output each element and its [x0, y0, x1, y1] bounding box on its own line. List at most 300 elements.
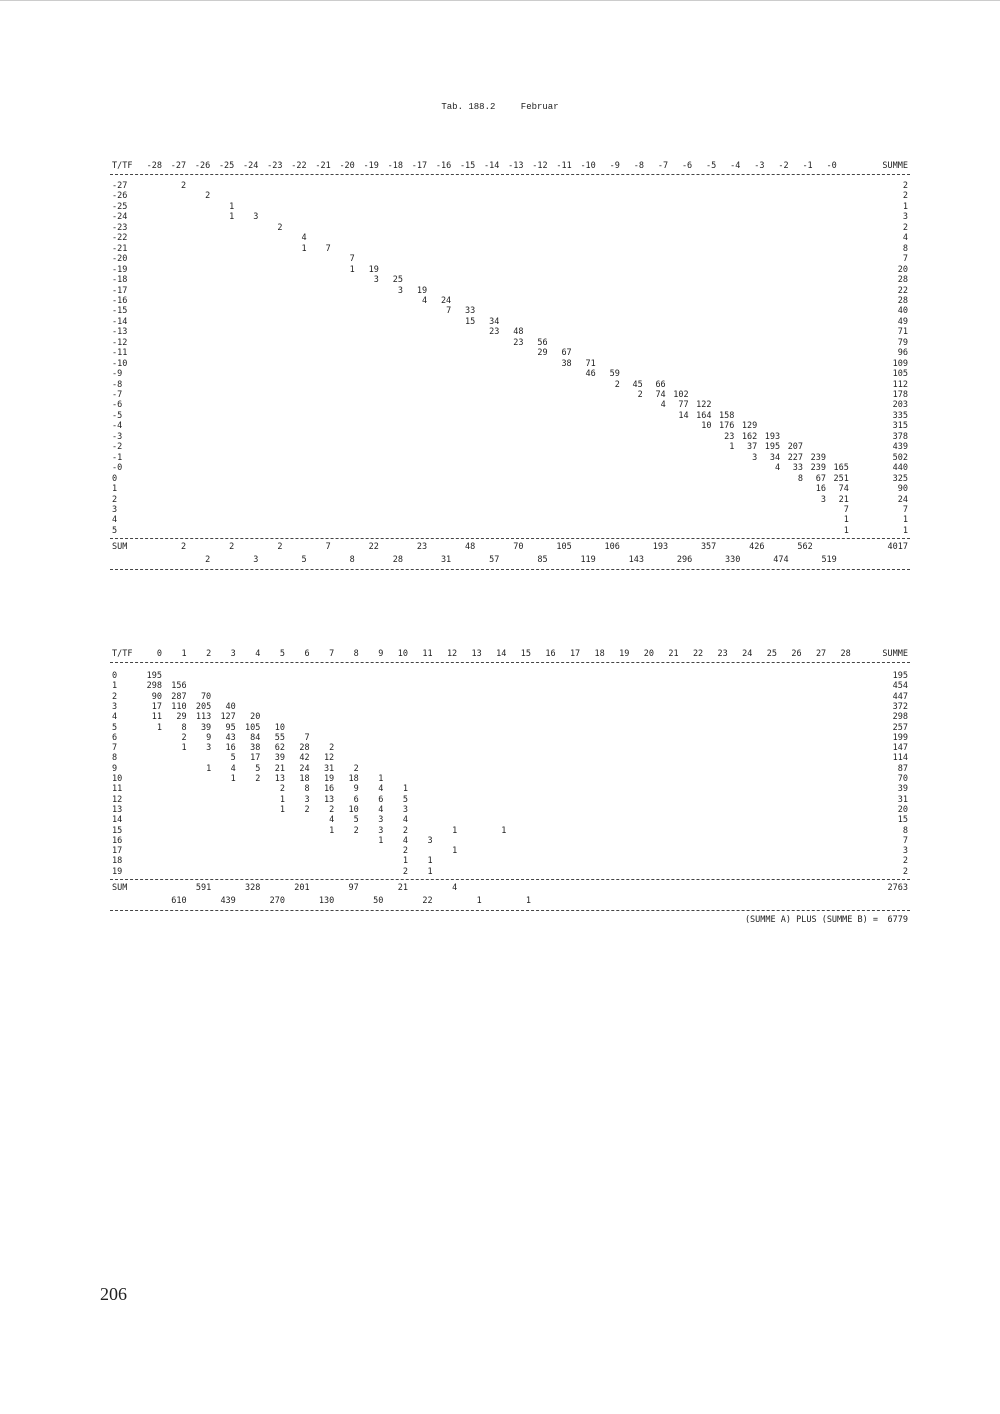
column-header: -6 — [681, 161, 693, 171]
table-cell: 2 — [279, 784, 285, 795]
grand-total: 4017 — [887, 542, 908, 553]
column-header: 19 — [619, 649, 630, 659]
table-cell: 8 — [304, 784, 310, 795]
table-cell: 90 — [151, 691, 162, 702]
column-sum: 85 — [537, 555, 548, 566]
table-cell: 13 — [323, 794, 335, 805]
row-sum: 7 — [902, 254, 908, 265]
column-header: 18 — [594, 649, 605, 659]
table-cell: 105 — [245, 722, 261, 733]
table-cell: 34 — [489, 316, 500, 327]
column-header: -15 — [459, 161, 476, 171]
column-header: 14 — [496, 649, 507, 659]
column-header: 27 — [815, 649, 827, 659]
table-cell: 1 — [452, 846, 458, 857]
table-cell: 3 — [397, 285, 403, 296]
row-label: 16 — [112, 835, 123, 846]
row-sum: 8 — [902, 243, 908, 254]
table-cell: 251 — [833, 473, 849, 484]
grand-total: 2763 — [887, 883, 908, 893]
row-sum: 114 — [892, 753, 908, 764]
row-label: 4 — [112, 515, 118, 526]
table-cell: 18 — [299, 774, 310, 784]
row-label: -5 — [112, 410, 123, 421]
row-label: 11 — [112, 784, 123, 795]
row-sum: 1 — [902, 525, 908, 536]
table-cell: 1 — [427, 866, 433, 877]
row-label: 5 — [112, 722, 118, 733]
table-cell: 4 — [378, 804, 384, 815]
table-cell: 67 — [561, 348, 572, 359]
table-cell: 156 — [171, 681, 187, 692]
row-sum: 96 — [897, 348, 908, 359]
table-cell: 55 — [274, 732, 285, 743]
table-cell: 19 — [416, 285, 428, 296]
row-label: 1 — [112, 484, 118, 495]
column-sum: 201 — [294, 883, 310, 893]
row-label: 0 — [112, 473, 118, 484]
row-sum: 502 — [892, 452, 908, 463]
table-cell: 84 — [250, 732, 261, 743]
column-sum: 4 — [452, 883, 458, 893]
corner-label: T/TF — [112, 161, 133, 171]
corner-label: T/TF — [112, 649, 133, 659]
column-sum: 57 — [489, 555, 500, 566]
table-cell: 29 — [176, 712, 187, 723]
table-cell: 1 — [843, 515, 849, 526]
column-header: 11 — [422, 649, 433, 659]
column-sum: 610 — [171, 896, 187, 906]
table-cell: 298 — [146, 681, 162, 692]
column-header: -28 — [146, 161, 162, 171]
row-label: -11 — [112, 348, 128, 359]
column-sum: 50 — [373, 896, 384, 906]
table-cell: 17 — [250, 753, 261, 764]
row-sum: 22 — [897, 285, 908, 296]
table-cell: 176 — [719, 421, 735, 432]
row-sum: 2 — [902, 191, 908, 202]
table-cell: 193 — [764, 431, 781, 442]
table-number: Tab. 188.2 — [441, 102, 496, 112]
row-label: 0 — [112, 671, 118, 681]
row-sum: 20 — [897, 804, 908, 815]
row-sum: 298 — [892, 712, 908, 723]
header-rule — [110, 174, 910, 175]
row-label: -3 — [112, 431, 123, 442]
table-cell: 4 — [378, 784, 384, 795]
column-header: 28 — [840, 649, 851, 659]
table-cell: 38 — [250, 743, 261, 754]
row-sum: 90 — [897, 484, 908, 495]
table-cell: 4 — [301, 233, 307, 244]
table-cell: 3 — [206, 743, 212, 754]
row-sum: 70 — [897, 774, 908, 784]
column-sum: 328 — [245, 883, 261, 893]
column-header: 5 — [279, 649, 285, 659]
table-cell: 38 — [561, 358, 572, 369]
row-sum: 109 — [892, 358, 908, 369]
row-sum: 15 — [897, 815, 908, 826]
table-cell: 3 — [427, 835, 433, 846]
row-label: 2 — [112, 494, 118, 505]
table-cell: 1 — [349, 264, 355, 275]
row-label: 18 — [112, 856, 123, 867]
column-sum: 97 — [348, 883, 359, 893]
table-cell: 1 — [402, 784, 408, 795]
row-sum: 3 — [902, 846, 908, 857]
table-cell: 19 — [368, 264, 379, 275]
table-cell: 7 — [843, 504, 849, 515]
column-sum: 5 — [301, 555, 307, 566]
column-header: 3 — [230, 649, 236, 659]
table-cell: 113 — [195, 712, 212, 723]
table-month: Februar — [520, 102, 559, 112]
column-sum: 193 — [652, 542, 669, 553]
row-label: 9 — [112, 763, 118, 774]
column-header: 26 — [791, 649, 802, 659]
column-sum: 3 — [253, 555, 259, 566]
column-header: -21 — [315, 161, 331, 171]
column-header: -11 — [556, 161, 572, 171]
table-cell: 1 — [843, 525, 849, 536]
column-header: -2 — [778, 161, 789, 171]
table-cell: 21 — [838, 494, 849, 505]
row-label: -24 — [112, 212, 128, 223]
bottom-rule — [110, 569, 910, 570]
table-cell: 2 — [255, 774, 261, 784]
footer-total: 6779 — [887, 915, 908, 925]
row-sum: 7 — [902, 835, 908, 846]
table-cell: 1 — [452, 825, 458, 836]
row-label: -15 — [112, 306, 128, 317]
table-cell: 71 — [585, 358, 596, 369]
column-header: 20 — [643, 649, 654, 659]
row-label: 6 — [112, 732, 118, 743]
column-sum: 519 — [821, 555, 837, 566]
table-cell: 8 — [181, 722, 187, 733]
table-cell: 16 — [323, 784, 335, 795]
row-sum: 325 — [892, 473, 908, 484]
column-header: -27 — [170, 161, 187, 171]
table-cell: 6 — [378, 794, 384, 805]
column-header: 12 — [446, 649, 458, 659]
table-cell: 122 — [696, 400, 712, 411]
column-sum: 143 — [628, 555, 644, 566]
column-header: 23 — [717, 649, 728, 659]
table-cell: 110 — [171, 701, 187, 712]
column-sum: 1 — [525, 896, 531, 906]
row-label: 5 — [112, 525, 118, 536]
table-cell: 62 — [274, 743, 285, 754]
table-cell: 1 — [229, 212, 235, 223]
table-cell: 15 — [465, 316, 476, 327]
table-cell: 1 — [301, 243, 307, 254]
table-cell: 33 — [465, 306, 476, 317]
table-cell: 12 — [323, 753, 335, 764]
row-sum: 28 — [897, 295, 908, 306]
row-sum: 335 — [892, 410, 908, 421]
sum-rule — [110, 879, 910, 880]
column-header: 8 — [353, 649, 359, 659]
column-header: -22 — [291, 161, 307, 171]
table-cell: 28 — [299, 743, 310, 754]
table-cell: 74 — [655, 390, 666, 400]
table-cell: 2 — [402, 825, 408, 836]
table-cell: 5 — [230, 753, 236, 764]
row-label: -27 — [112, 181, 128, 191]
table-cell: 5 — [402, 794, 408, 805]
table-cell: 1 — [329, 825, 335, 836]
table-cell: 195 — [146, 671, 162, 681]
column-header: 15 — [520, 649, 531, 659]
table-cell: 2 — [181, 732, 187, 743]
column-header: 24 — [742, 649, 753, 659]
row-sum: 112 — [892, 379, 908, 390]
table-cell: 1 — [378, 774, 384, 784]
column-sum: 2 — [229, 542, 235, 553]
column-header: -18 — [387, 161, 403, 171]
column-header: -13 — [508, 161, 524, 171]
row-label: 14 — [112, 815, 123, 826]
row-sum: 178 — [892, 390, 908, 400]
column-sum: 106 — [604, 542, 620, 553]
table-cell: 3 — [253, 212, 259, 223]
row-label: 19 — [112, 866, 123, 877]
column-header: 9 — [378, 649, 384, 659]
row-label: 8 — [112, 753, 118, 764]
row-sum: 105 — [892, 369, 908, 380]
table-cell: 4 — [402, 835, 408, 846]
table-cell: 3 — [752, 452, 758, 463]
table-cell: 2 — [329, 743, 335, 754]
table-cell: 7 — [349, 254, 355, 265]
column-header: -23 — [267, 161, 283, 171]
table-cell: 48 — [513, 327, 524, 338]
row-label: -20 — [112, 254, 128, 265]
table-cell: 4 — [402, 815, 408, 826]
table-cell: 6 — [353, 794, 359, 805]
table-cell: 2 — [353, 825, 359, 836]
summe-header: SUMME — [882, 161, 908, 171]
row-label: -16 — [112, 295, 128, 306]
table-cell: 5 — [353, 815, 359, 826]
row-label: -26 — [112, 191, 128, 202]
row-label: 3 — [112, 504, 118, 515]
row-label: -19 — [112, 264, 128, 275]
row-label: -0 — [112, 463, 123, 474]
table-cell: 70 — [200, 691, 212, 702]
table-cell: 37 — [747, 442, 758, 453]
column-header: 16 — [545, 649, 556, 659]
row-label: 17 — [112, 846, 123, 857]
page-number: 206 — [100, 1284, 127, 1304]
row-label: -10 — [112, 358, 128, 369]
table-cell: 239 — [810, 452, 826, 463]
table-cell: 4 — [660, 400, 666, 411]
column-sum: 119 — [580, 555, 596, 566]
table-cell: 162 — [741, 431, 758, 442]
column-header: -19 — [363, 161, 379, 171]
row-sum: 31 — [897, 794, 908, 805]
column-sum: 562 — [797, 542, 813, 553]
column-header: -4 — [730, 161, 741, 171]
row-sum: 28 — [897, 275, 908, 286]
column-sum: 28 — [392, 555, 403, 566]
table-cell: 77 — [678, 400, 689, 411]
table-cell: 1 — [181, 743, 187, 754]
table-cell: 17 — [151, 701, 162, 712]
column-header: -20 — [339, 161, 355, 171]
row-label: 13 — [112, 804, 123, 815]
column-header: -9 — [609, 161, 620, 171]
table-cell: 66 — [655, 379, 666, 390]
table-cell: 59 — [609, 369, 620, 380]
table-cell: 1 — [402, 856, 408, 867]
column-sum: 439 — [220, 896, 236, 906]
table-cell: 2 — [637, 390, 643, 400]
column-header: 6 — [304, 649, 310, 659]
row-label: -4 — [112, 421, 123, 432]
table-cell: 39 — [274, 753, 285, 764]
row-label: 3 — [112, 701, 118, 712]
table-cell: 4 — [421, 295, 428, 306]
table-cell: 74 — [838, 484, 849, 495]
table-cell: 2 — [205, 191, 211, 202]
column-header: -3 — [754, 161, 765, 171]
table-cell: 158 — [719, 410, 735, 421]
table-cell: 14 — [678, 410, 689, 421]
column-header: -0 — [826, 161, 837, 171]
table-cell: 10 — [274, 722, 285, 733]
table-cell: 39 — [200, 722, 212, 733]
row-sum: 257 — [892, 722, 908, 733]
column-sum: 22 — [422, 896, 433, 906]
table-cell: 1 — [229, 201, 235, 212]
table-cell: 102 — [673, 390, 689, 400]
table-cell: 46 — [585, 369, 596, 380]
table-cell: 1 — [279, 804, 285, 815]
table-cell: 1 — [230, 774, 236, 784]
table-cell: 43 — [225, 732, 236, 743]
table-cell: 8 — [797, 473, 804, 484]
column-header: 13 — [471, 649, 482, 659]
column-header: -7 — [657, 161, 669, 171]
column-header: -17 — [411, 161, 428, 171]
table-cell: 45 — [632, 379, 643, 390]
row-label: 1 — [112, 681, 118, 692]
column-header: 10 — [397, 649, 408, 659]
row-label: -22 — [112, 233, 128, 244]
row-sum: 439 — [892, 442, 908, 453]
table-cell: 95 — [225, 722, 236, 733]
table-cell: 2 — [614, 379, 620, 390]
row-sum: 203 — [892, 400, 908, 411]
row-sum: 7 — [902, 504, 908, 515]
column-header: -10 — [580, 161, 596, 171]
row-label: -8 — [112, 379, 123, 390]
table-cell: 23 — [513, 337, 524, 348]
table-cell: 18 — [348, 774, 359, 784]
table-cell: 1 — [427, 856, 433, 867]
row-label: 7 — [112, 743, 118, 754]
column-sum: 357 — [700, 542, 717, 553]
table-cell: 16 — [815, 484, 826, 495]
table-cell: 34 — [769, 452, 781, 463]
column-sum: 426 — [749, 542, 765, 553]
table-cell: 3 — [378, 825, 384, 836]
sum-label: SUM — [112, 883, 128, 893]
column-sum: 105 — [556, 542, 572, 553]
table-cell: 4 — [329, 815, 335, 826]
row-sum: 71 — [897, 327, 908, 338]
table-cell: 24 — [440, 295, 452, 306]
column-sum: 2 — [180, 542, 187, 553]
column-sum: 48 — [465, 542, 476, 553]
table-cell: 3 — [378, 815, 384, 826]
row-sum: 20 — [897, 264, 908, 275]
table-cell: 239 — [810, 463, 826, 474]
column-sum: 7 — [325, 542, 331, 553]
table-cell: 2 — [353, 763, 359, 774]
row-sum: 440 — [892, 463, 908, 474]
sum-label: SUM — [112, 542, 128, 553]
table-cell: 29 — [537, 348, 548, 359]
column-header: 25 — [766, 649, 777, 659]
table-cell: 2 — [277, 222, 283, 233]
column-sum: 8 — [349, 555, 355, 566]
row-sum: 39 — [897, 784, 908, 795]
table-cell: 1 — [279, 794, 285, 805]
row-label: -9 — [112, 369, 123, 380]
table-cell: 9 — [353, 784, 359, 795]
table-cell: 4 — [230, 763, 236, 774]
table-cell: 3 — [373, 275, 379, 286]
row-label: -17 — [112, 285, 128, 296]
column-sum: 70 — [513, 542, 524, 553]
column-sum: 330 — [725, 555, 741, 566]
table-cell: 195 — [764, 442, 781, 453]
column-header: -8 — [633, 161, 644, 171]
table-cell: 2 — [402, 866, 408, 877]
row-sum: 372 — [892, 701, 908, 712]
column-header: -16 — [435, 161, 452, 171]
table-cell: 3 — [402, 804, 408, 815]
row-label: -25 — [112, 201, 128, 212]
column-sum: 130 — [318, 896, 335, 906]
column-sum: 22 — [368, 542, 379, 553]
table-cell: 20 — [250, 712, 261, 723]
column-header: -14 — [484, 161, 500, 171]
table-cell: 7 — [304, 732, 310, 743]
table-cell: 3 — [820, 494, 826, 505]
column-sum: 474 — [773, 555, 789, 566]
table-cell: 3 — [304, 794, 310, 805]
table-cell: 129 — [741, 421, 758, 432]
column-sum: 2 — [205, 555, 211, 566]
table-cell: 165 — [833, 463, 849, 474]
row-label: 10 — [112, 774, 123, 784]
table-cell: 2 — [304, 804, 310, 815]
table-cell: 4 — [775, 463, 781, 474]
table-cell: 1 — [378, 835, 384, 846]
column-sum: 270 — [269, 896, 285, 906]
column-header: -26 — [194, 161, 211, 171]
table-cell: 56 — [537, 337, 548, 348]
table-cell: 25 — [392, 275, 403, 286]
row-sum: 1 — [902, 201, 908, 212]
column-header: 22 — [692, 649, 704, 659]
table-cell: 1 — [729, 442, 735, 453]
